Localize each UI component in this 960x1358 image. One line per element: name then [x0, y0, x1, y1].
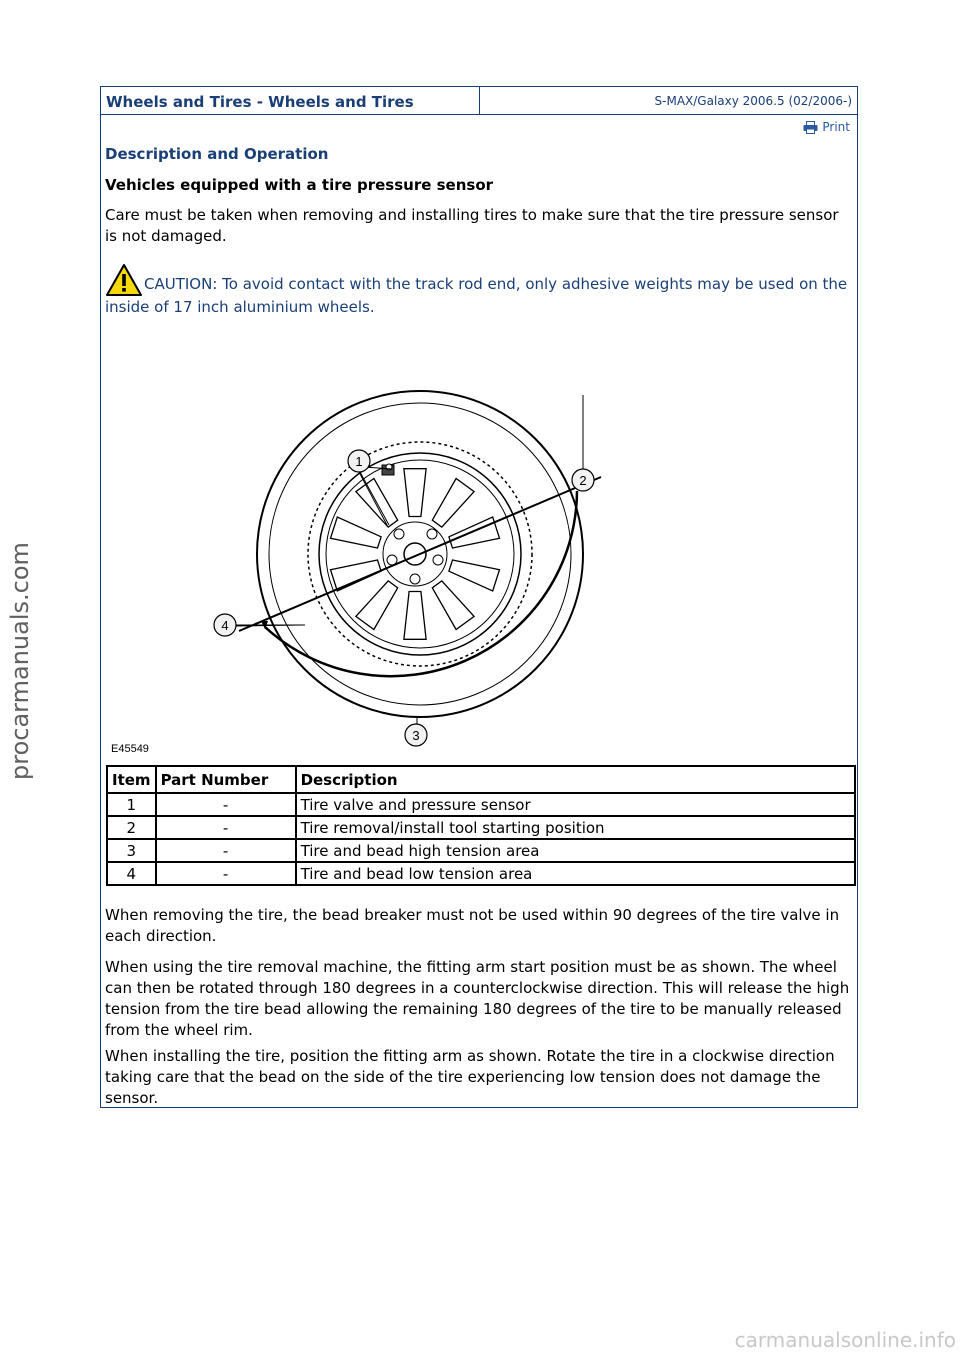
col-part-number: Part Number: [156, 766, 296, 793]
item-cell: 3: [107, 839, 156, 862]
document-header: [101, 87, 857, 115]
wheel-figure: [105, 359, 853, 759]
table-header-row: [107, 766, 855, 793]
document-frame: [100, 86, 858, 1108]
desc-cell: Tire removal/install tool starting position: [296, 816, 855, 839]
callout-2: [572, 469, 594, 491]
callout-1: [348, 450, 370, 472]
desc-cell: Tire valve and pressure sensor: [296, 793, 855, 816]
caution-note: [105, 263, 853, 318]
item-cell: 4: [107, 862, 156, 885]
table-row: [107, 839, 855, 862]
table-row: [107, 793, 855, 816]
svg-text:2: 2: [579, 473, 587, 488]
item-cell: 1: [107, 793, 156, 816]
section-title: Description and Operation: [105, 145, 329, 163]
intro-paragraph: Care must be taken when removing and installing tires to make sure that the tire pressure sensor is not damaged.: [105, 206, 839, 245]
footer-watermark: carmanualsonline.info: [734, 1328, 956, 1352]
subsection-title: Vehicles equipped with a tire pressure sensor: [105, 176, 494, 194]
header-divider: [479, 87, 480, 114]
table-row: [107, 862, 855, 885]
paragraph-removal: When using the tire removal machine, the fitting arm start position must be as shown. The wheel can then be rotated through 180 degrees in a counterclockwise direction. This will release the high tension from the tire bead allowing the remaining 180 degrees of the tire to be manually released from the wheel rim.: [105, 958, 850, 1039]
printer-icon: [803, 121, 818, 134]
side-watermark: procarmanuals.com: [6, 542, 34, 780]
table-row: [107, 816, 855, 839]
col-description: Description: [296, 766, 855, 793]
item-cell: 2: [107, 816, 156, 839]
desc-cell: Tire and bead high tension area: [296, 839, 855, 862]
part-cell: -: [156, 862, 296, 885]
part-cell: -: [156, 816, 296, 839]
print-label[interactable]: Print: [822, 120, 850, 134]
model-label: S-MAX/Galaxy 2006.5 (02/2006-): [654, 94, 852, 108]
svg-text:4: 4: [221, 618, 229, 633]
part-cell: -: [156, 839, 296, 862]
desc-cell: Tire and bead low tension area: [296, 862, 855, 885]
svg-text:3: 3: [412, 728, 420, 743]
print-button[interactable]: [803, 120, 850, 134]
paragraph-bead-breaker: When removing the tire, the bead breaker must not be used within 90 degrees of the tire valve in each direction.: [105, 906, 840, 945]
paragraph-installation: When installing the tire, position the fitting arm as shown. Rotate the tire in a clockwise direction taking care that the bead on the side of the tire experiencing low tension does not damage the sensor.: [105, 1047, 835, 1107]
caution-text: CAUTION: To avoid contact with the track rod end, only adhesive weights may be used on the inside of 17 inch aluminium wheels.: [105, 275, 848, 316]
col-item: Item: [107, 766, 156, 793]
figure-code: E45549: [111, 743, 149, 755]
part-cell: -: [156, 793, 296, 816]
parts-table: [106, 765, 856, 886]
callout-4: [214, 614, 236, 636]
warning-triangle-icon: [105, 263, 143, 297]
svg-text:1: 1: [355, 454, 363, 469]
document-title: Wheels and Tires - Wheels and Tires: [106, 93, 414, 111]
callout-3: [405, 724, 427, 746]
